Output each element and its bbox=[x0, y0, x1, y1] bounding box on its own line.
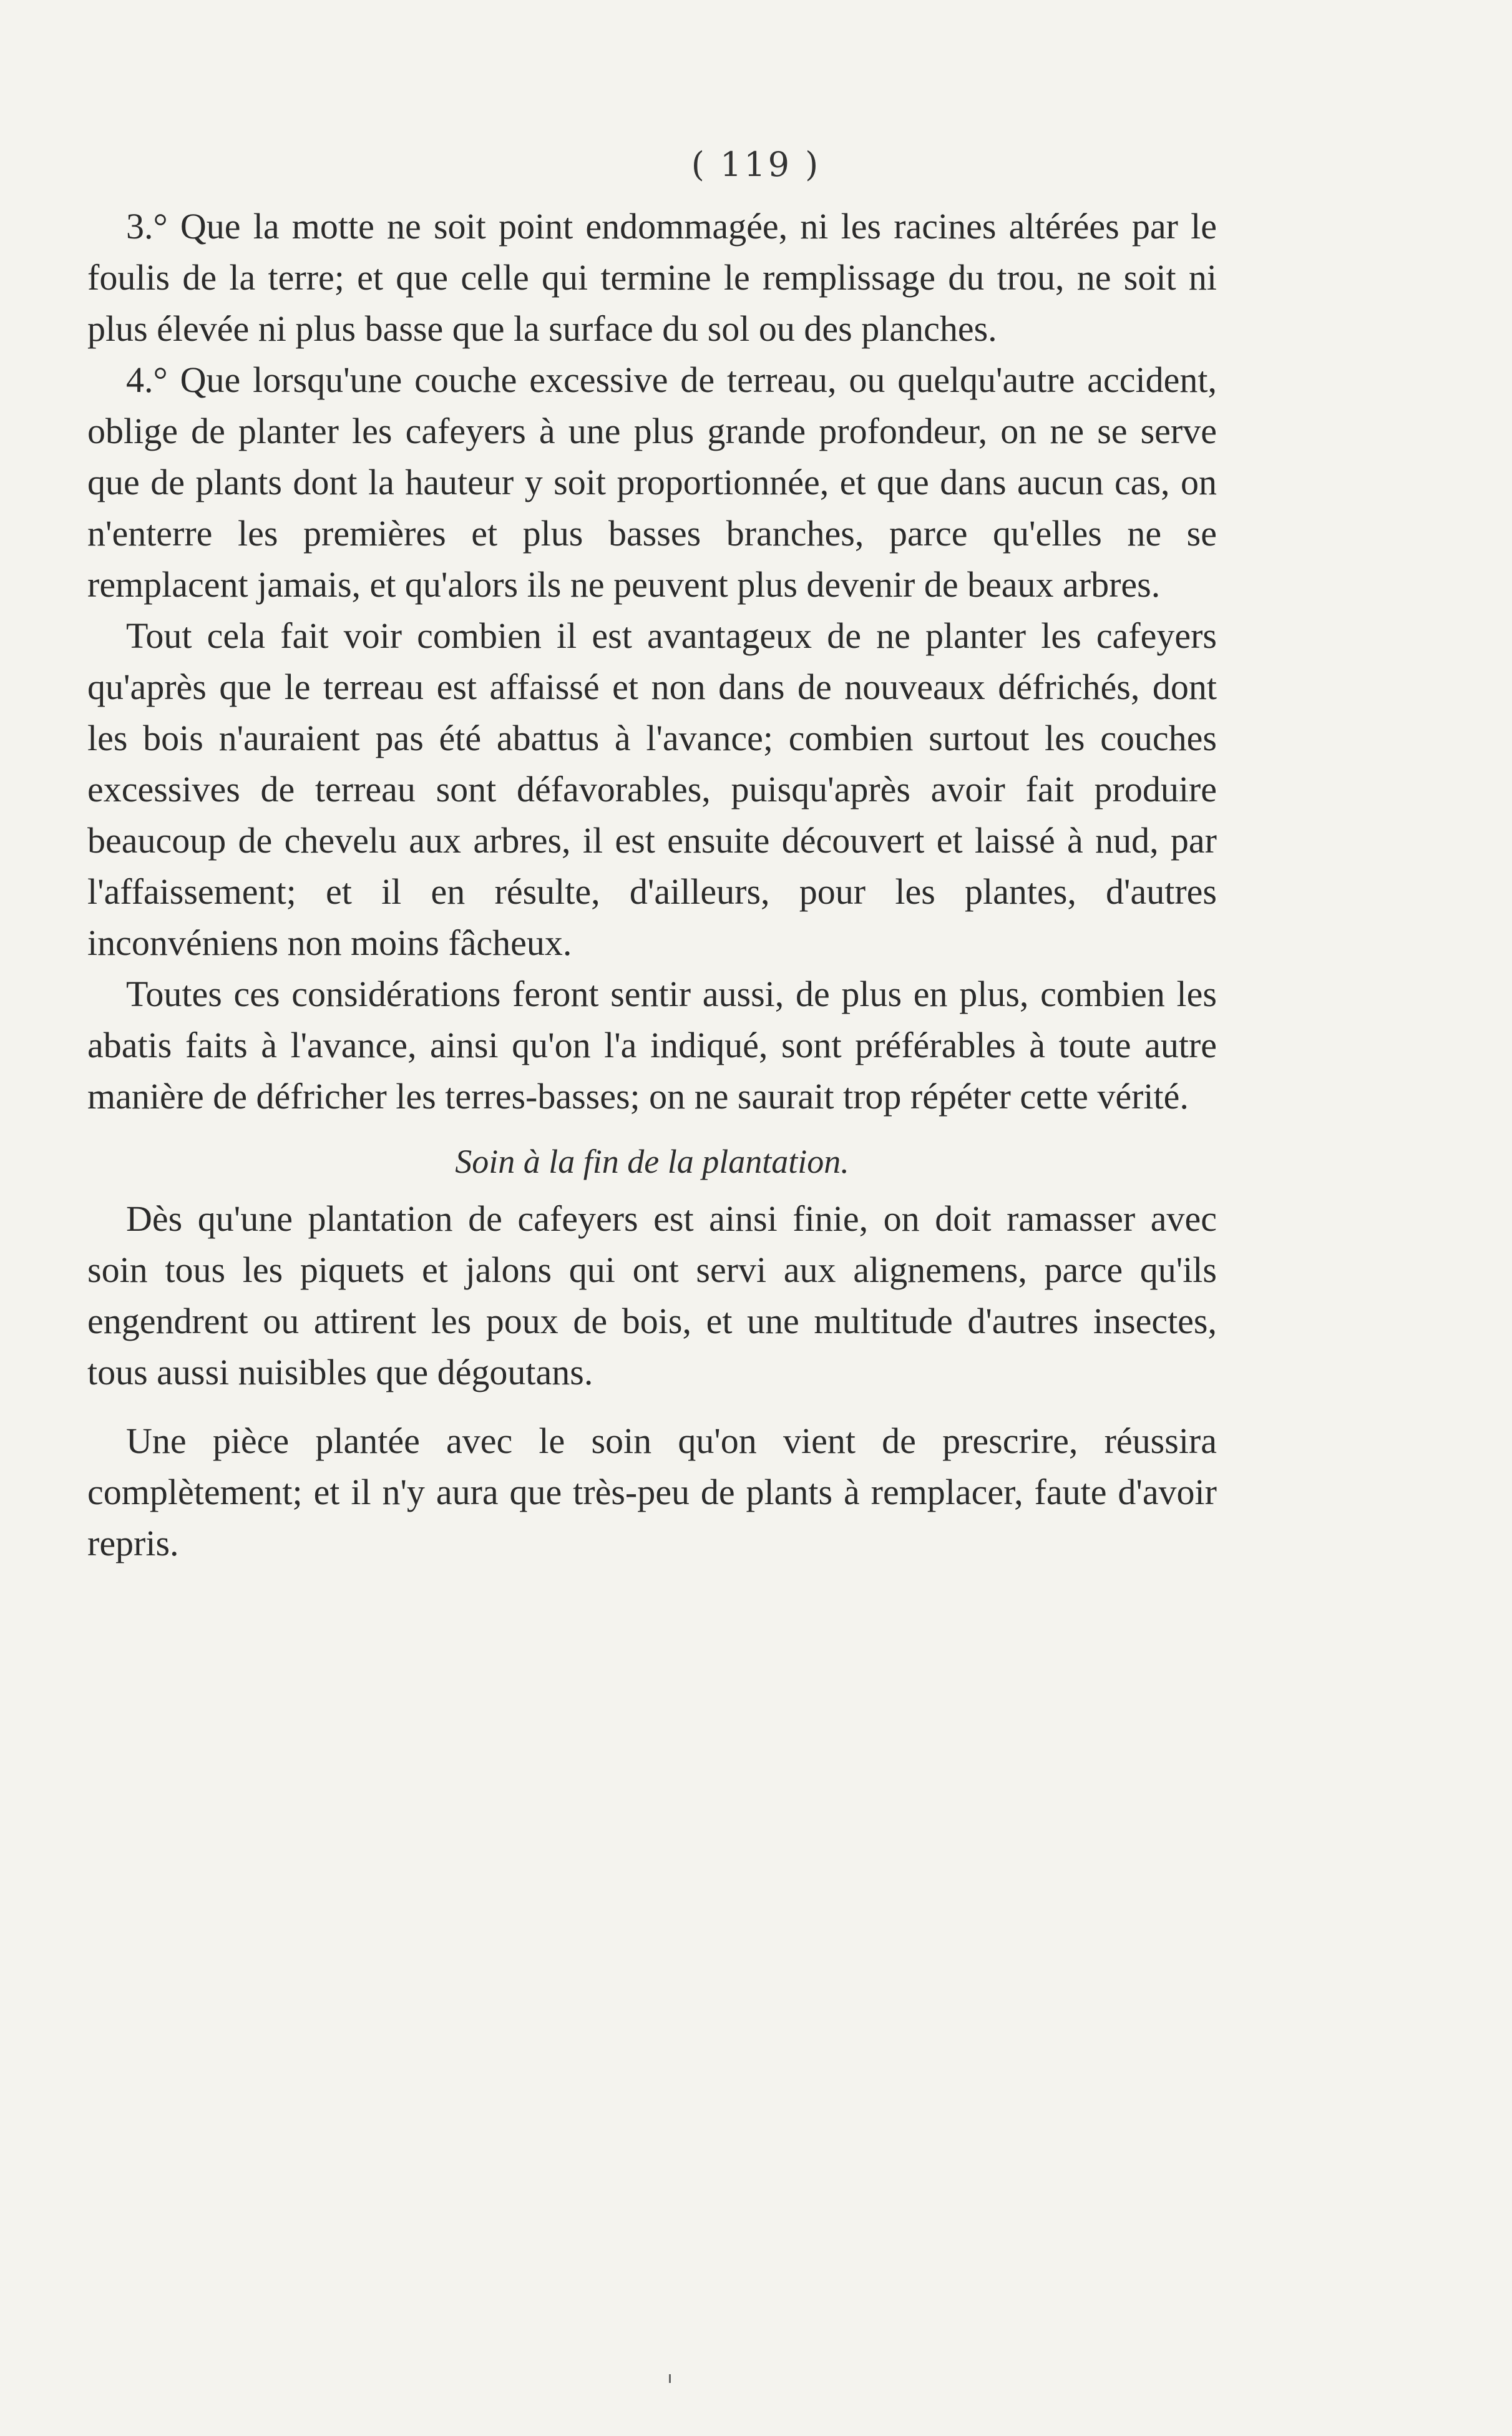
page-mark bbox=[669, 2374, 671, 2383]
body-text bbox=[87, 201, 1217, 1569]
section-heading: Soin à la fin de la plantation. bbox=[455, 1143, 849, 1180]
paragraph-item-3: 3.° Que la motte ne soit point endommagée, ni les racines altérées par le foulis de la terre; et que celle qui termine le remplissage du trou, ne soit ni plus élevée ni plus basse que la surface du sol ou des planches. bbox=[87, 206, 1217, 349]
paragraph-toutes-ces: Toutes ces considérations feront sentir aussi, de plus en plus, combien les abatis faits à l'avance, ainsi qu'on l'a indiqué, sont préférables à toute autre manière de défricher les terres-basses; on ne saurait trop répéter cette vérité. bbox=[87, 974, 1217, 1117]
paragraph-des-qu-une: Dès qu'une plantation de cafeyers est ainsi finie, on doit ramasser avec soin tous les piquets et jalons qui ont servi aux alignemens, parce qu'ils engendrent ou attirent les poux de bois, et une multitude d'autres insectes, tous aussi nuisibles que dégoutans. bbox=[87, 1198, 1217, 1392]
paragraph-une-piece: Une pièce plantée avec le soin qu'on vient de prescrire, réussira complètement; et il n'y aura que très-peu de plants à remplacer, faute d'avoir repris. bbox=[87, 1421, 1217, 1563]
paragraph-gap bbox=[87, 1398, 1217, 1416]
paragraph-tout-cela: Tout cela fait voir combien il est avantageux de ne planter les cafeyers qu'après que le terreau est affaissé et non dans de nouveaux défrichés, dont les bois n'auraient pas été abattus à l'avance; combien surtout les couches excessives de terreau sont défavorables, puisqu'après avoir fait produire beaucoup de chevelu aux arbres, il est ensuite découvert et laissé à nud, par l'affaissement; et il en résulte, d'ailleurs, pour les plantes, d'autres inconvéniens non moins fâcheux. bbox=[87, 615, 1217, 963]
page-number: ( 119 ) bbox=[691, 145, 821, 184]
paragraph-item-4: 4.° Que lorsqu'une couche excessive de terreau, ou quelqu'autre accident, oblige de planter les cafeyers à une plus grande profondeur, on ne se serve que de plants dont la hauteur y soit proportionnée, et que dans aucun cas, on n'enterre les premières et plus basses branches, parce qu'elles ne se remplacent jamais, et qu'alors ils ne peuvent plus devenir de beaux arbres. bbox=[87, 360, 1217, 605]
